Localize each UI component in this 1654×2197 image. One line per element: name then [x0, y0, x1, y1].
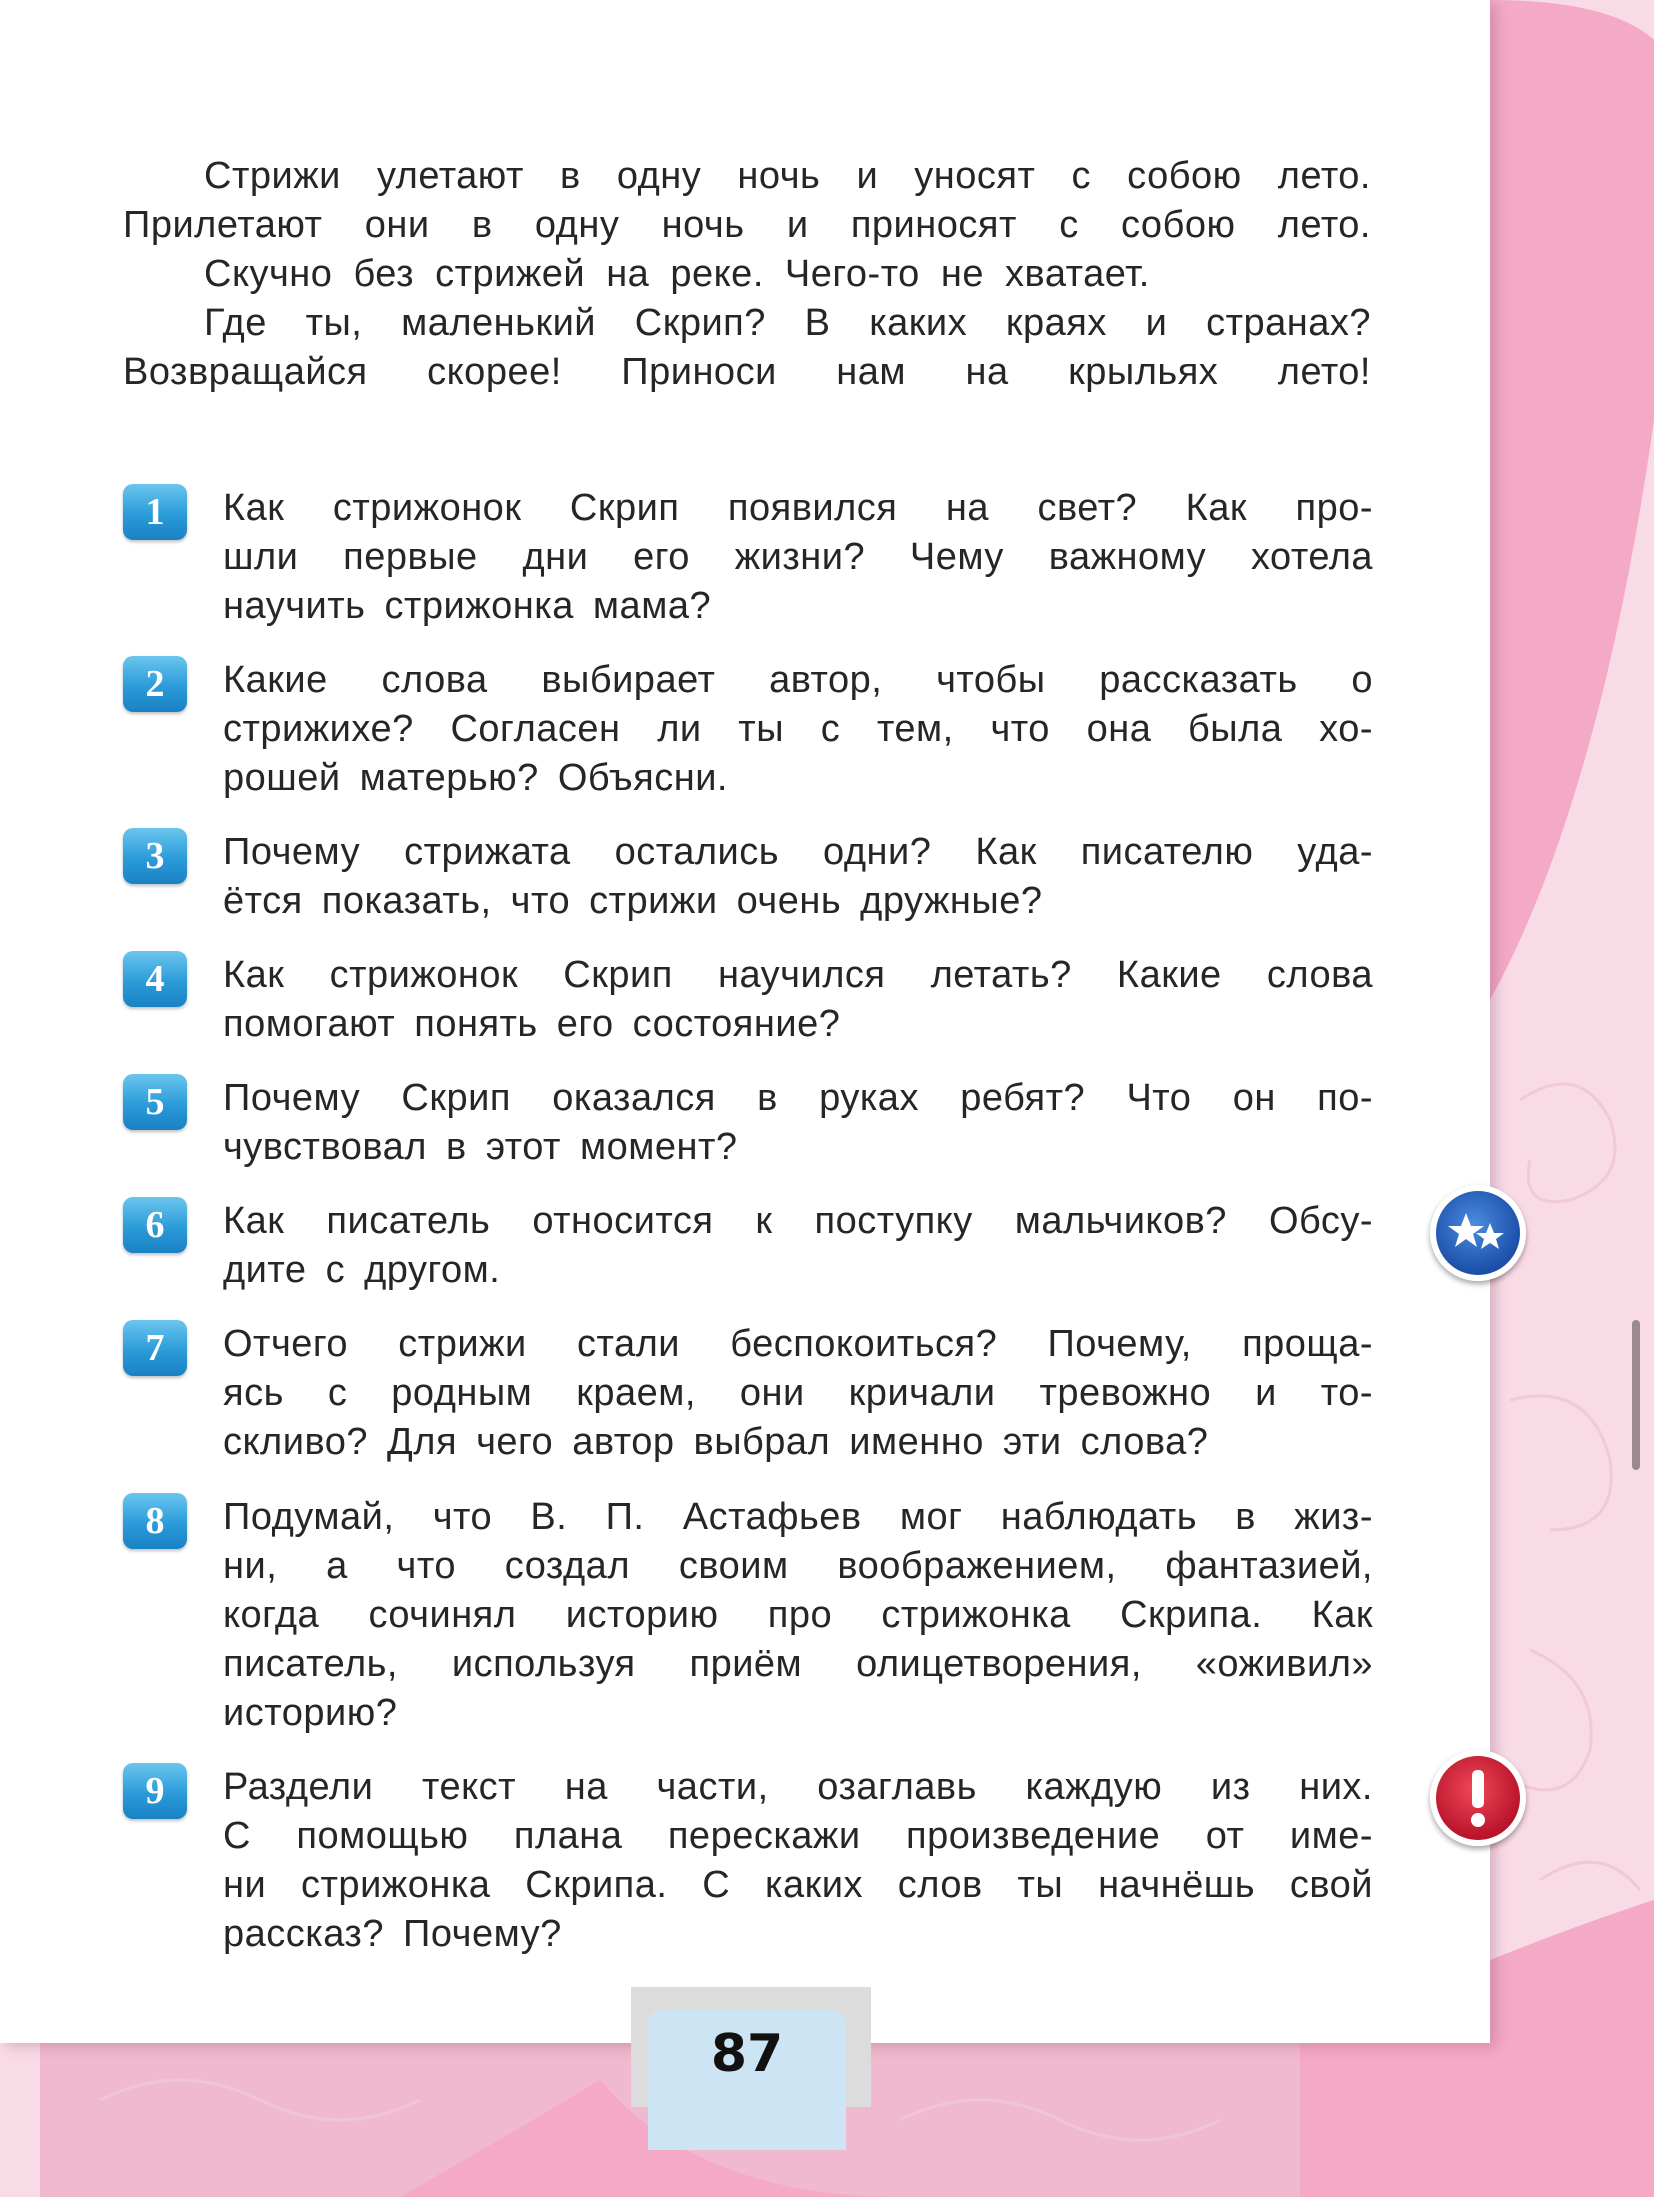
- intro-paragraph: Скучно без стрижей на реке. Чего-то не хватает.: [204, 253, 1150, 295]
- intro-paragraph: Стрижи улетают в одну ночь и уносят с собою лето. Прилетают они в одну ночь и приносят с собою лето.: [123, 155, 1371, 246]
- question-text: [223, 1493, 1373, 1738]
- intro-paragraph: Где ты, маленький Скрип? В каких краях и странах? Возвращайся скорее! Приноси нам на крыльях лето!: [123, 302, 1371, 393]
- question-text: [223, 828, 1373, 926]
- question-line: шли первые дни его жизни? Чему важному хотела: [223, 536, 1373, 578]
- question-line: Как стрижонок Скрип появился на свет? Как про-: [223, 487, 1373, 529]
- question-line: Подумай, что В. П. Астафьев мог наблюдать в жиз-: [223, 1496, 1373, 1538]
- question-text: [223, 1763, 1373, 1959]
- question-line: ни стрижонка Скрипа. С каких слов ты начнёшь свой: [223, 1864, 1373, 1906]
- question-number-badge: 5: [123, 1074, 187, 1130]
- scrollbar[interactable]: [1632, 1320, 1640, 1470]
- question-line: помогают понять его состояние?: [223, 1003, 841, 1045]
- story-ending-text: [123, 152, 1371, 397]
- question-line: стрижихе? Согласен ли ты с тем, что она была хо-: [223, 708, 1373, 750]
- two-stars-icon[interactable]: [1430, 1185, 1526, 1281]
- question-line: научить стрижонка мама?: [223, 585, 712, 627]
- page-number: 87: [648, 2010, 846, 2150]
- question-text: [223, 951, 1373, 1049]
- question-line: ётся показать, что стрижи очень дружные?: [223, 880, 1043, 922]
- question-number-badge: 9: [123, 1763, 187, 1819]
- question-number-badge: 1: [123, 484, 187, 540]
- question-line: ясь с родным краем, они кричали тревожно и то-: [223, 1372, 1373, 1414]
- question-text: [223, 1197, 1373, 1295]
- question-line: Почему стрижата остались одни? Как писателю уда-: [223, 831, 1373, 873]
- question-text: [223, 656, 1373, 803]
- question-line: скливо? Для чего автор выбрал именно эти слова?: [223, 1421, 1209, 1463]
- question-line: Раздели текст на части, озаглавь каждую из них.: [223, 1766, 1373, 1808]
- question-line: Какие слова выбирает автор, чтобы рассказать о: [223, 659, 1373, 701]
- question-number-badge: 2: [123, 656, 187, 712]
- question-number-badge: 8: [123, 1493, 187, 1549]
- question-line: чувствовал в этот момент?: [223, 1126, 738, 1168]
- question-line: Как стрижонок Скрип научился летать? Какие слова: [223, 954, 1373, 996]
- question-text: [223, 484, 1373, 631]
- question-line: писатель, используя приём олицетворения, «оживил»: [223, 1643, 1373, 1685]
- question-line: Как писатель относится к поступку мальчиков? Обсу-: [223, 1200, 1373, 1242]
- question-number-badge: 7: [123, 1320, 187, 1376]
- question-line: Почему Скрип оказался в руках ребят? Что он по-: [223, 1077, 1373, 1119]
- exclamation-icon[interactable]: [1430, 1750, 1526, 1846]
- question-line: Отчего стрижи стали беспокоиться? Почему, проща-: [223, 1323, 1373, 1365]
- question-line: С помощью плана перескажи произведение от име-: [223, 1815, 1373, 1857]
- question-line: когда сочинял историю про стрижонка Скрипа. Как: [223, 1594, 1373, 1636]
- question-line: рошей матерью? Объясни.: [223, 757, 728, 799]
- question-line: дите с другом.: [223, 1249, 501, 1291]
- question-line: ни, а что создал своим воображением, фантазией,: [223, 1545, 1373, 1587]
- question-line: историю?: [223, 1692, 398, 1734]
- question-line: рассказ? Почему?: [223, 1913, 562, 1955]
- question-text: [223, 1074, 1373, 1172]
- question-number-badge: 4: [123, 951, 187, 1007]
- question-number-badge: 6: [123, 1197, 187, 1253]
- question-number-badge: 3: [123, 828, 187, 884]
- question-text: [223, 1320, 1373, 1467]
